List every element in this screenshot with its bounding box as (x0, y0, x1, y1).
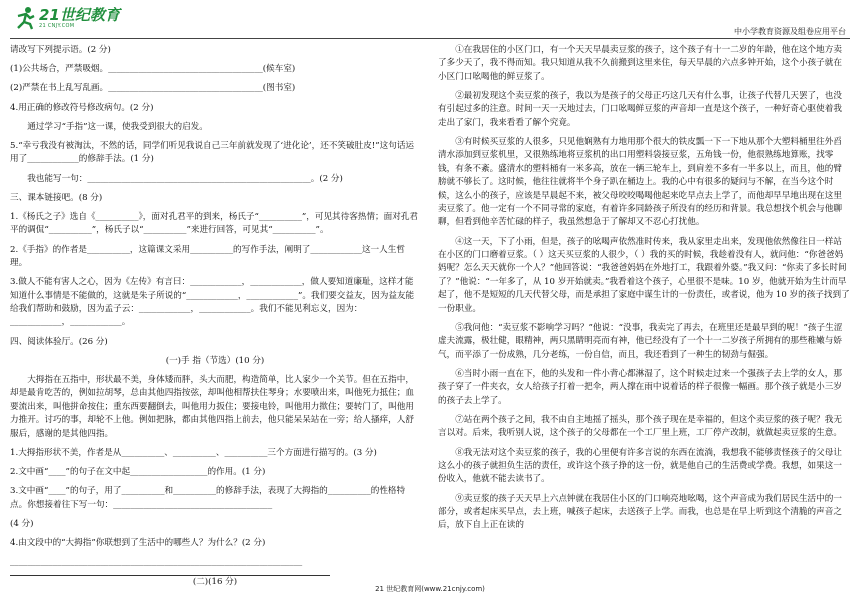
left-paragraph: 大拇指在五指中，形状最不美，身体矮而胖，头大而肥，构造简单，比人家少一个关节。但在五指中，却是最肯吃苦的，例如拉胡琴，总由其他四指按弦，却叫他相帮扶住琴身；水要喷出来，叫他死力抵住；血要流出来，叫他拼命按住；重东西要翻倒去，叫他用力扳住；要接电铃，叫他用力揿住；要转门了，叫他用力推开。讨巧的事，却轮不上他。例如把脉，都由其他四指上前去，他只能呆呆站在一旁；给人搔痒，人舒服后，感谢的是其他四指。 (10, 375, 414, 439)
left-paragraph: 1.大拇指形状不美，作者是从__________、__________、__________三个方面进行描写的。(3 分) (10, 447, 377, 458)
right-paragraph: ⑤我问他：“卖豆浆不影响学习吗？”他说：“没事，我卖完了再去，在班里还是最早到的呢！”孩子生涩虚夫流露，极壮健，眼精神，两只黑睛明亮而有神，他已经没有了一个十一二岁孩子所拥有的那些稚嫩与娇气，而平添了一份成熟，几分老练，一份自信，而且，我还看到了一种生的韧劲与倔强。 (438, 322, 843, 360)
logo-text: 21世纪教育 (39, 6, 120, 24)
left-paragraph: 通过学习“手指”这一课，使我受到很大的启发。 (27, 121, 208, 132)
left-paragraph: ____________________________________________________________________ (10, 557, 303, 568)
left-paragraph: 请改写下列提示语。(2 分) (10, 45, 111, 55)
right-paragraph: ⑥当时小雨一直在下，他的头发和一件小背心都淋湿了，这个时候走过来一个强孩子去上学的女人，那孩子穿了一件夹衣，女人给孩子打着一把伞，两人撑在雨中说着话的样子很像一幅画。那个孩子就是小三岁的孩子去上学了。 (438, 368, 842, 406)
left-paragraph: 4.由文段中的“大拇指”你联想到了生活中的哪些人？为什么？(2 分) (10, 538, 266, 549)
left-paragraph: (4 分) (10, 518, 34, 529)
right-paragraph: ①在我居住的小区门口，有一个天天早晨卖豆浆的孩子，这个孩子有十一二岁的年龄，他在这个地方卖了多少天了，我不得而知。我只知道从我不久前搬到这里来住，每天早晨的六点多钟开始，这个小孩子就在小区门口吆喝他的鲜豆浆了。 (438, 45, 842, 82)
left-paragraph: 4.用正确的修改符号修改病句。(2 分) (10, 102, 154, 113)
footer-divider (10, 575, 330, 576)
right-paragraph: ⑧我无法对这个卖豆浆的孩子，我的心里便有许多言说的东西在流淌，我想我不能够责怪孩子的父母让这么小的孩子就担负生活的责任，或许这个孩子挣的这一份，就是他自己的生活费或学费。我想，如果这一份收入，他就不能去读书了。 (438, 447, 842, 485)
logo-subtext: 21 CNJY.COM (39, 23, 75, 29)
left-paragraph: 我也能写一句：____________________________________________________。(2 分) (27, 173, 343, 184)
left-paragraph: 1.《杨氏之子》选自《__________》，面对孔君平的到来，杨氏子“__________”，可见其待客热情；面对孔君平的调侃“__________”，杨氏子以“__________”来进行回答，可见其“__________”。 (10, 212, 419, 236)
left-paragraph: (1)公共场合，严禁吸烟。____________________________________(候车室) (10, 64, 296, 75)
left-paragraph: 5.“幸亏我没有被淘汰，不然的话，同学们听见我说自己三年前就发现了‘进化论’，还不笑破肚皮!”这句话运用了____________的修辞手法。(1 分) (10, 141, 415, 165)
platform-name: 中小学教育资源及组卷应用平台 (734, 27, 846, 36)
right-paragraph: ④这一天，下了小雨，但是，孩子的吆喝声依然准时传来，我从家里走出来，发现他依然像往日一样站在小区的门口磨着豆浆。（ ）这天买豆浆的人很少，（ ）我的买的时候，我趁着没有人，就问他：“你爸爸妈妈呢？怎么天天就你一个人？”他回答说：“我爸爸妈妈在外地打工，我跟着外婆。”我又问：“你卖了多长时间了？”他说：“一年多了，从 10 岁开始就卖。”我看着这个孩子，心里很不是味。10 岁，他就开始为生计而早起了，他不是短短的几天代替父母，而是承担了家庭中谋生计的一份责任，或者说，他为 10 岁的孩子找到了一份职业。 (438, 236, 850, 314)
right-paragraph: ②最初发现这个卖豆浆的孩子，我以为是孩子的父母正巧这几天有什么事，让孩子代替几天罢了，也没有引起过多的注意。时间一天一天地过去，门口吆喝鲜豆浆的声音却一直是这个孩子，一种好奇心驱使着我走出了家门，我来看看了解个究竟。 (438, 91, 842, 128)
left-paragraph: (2)严禁在书上乱写乱画。____________________________________(图书室) (10, 83, 296, 94)
left-paragraph: 3.做人不能有害人之心，因为《左传》有言曰：____________，____________，做人要知道廉耻，这样才能知道什么事情是不能做的，这就是朱子所说的“____________，____________”。我们要交益友，因为益友能给我们帮助和鼓励，因为孟子云：____________，____________。我们不能见利忘义，因为：____________，____________。 (10, 277, 415, 328)
left-paragraph: 2.《手指》的作者是__________，这篇课文采用__________的写作手法，阐明了____________这一人生哲理。 (10, 244, 405, 269)
left-paragraph: 2.文中画“____”的句子在文中起__________________的作用。(1 分) (10, 467, 266, 478)
page-footer: 21 世纪教育网(www.21cnjy.com) (375, 585, 485, 593)
site-logo (14, 6, 120, 30)
runner-logo-icon (14, 6, 36, 30)
left-paragraph: (一)手 指（节选）(10 分) (165, 355, 265, 366)
right-column (438, 44, 850, 539)
left-paragraph: (二)(16 分) (192, 576, 238, 587)
page-header (0, 0, 860, 42)
right-paragraph: ③有时候买豆浆的人很多，只见他娴熟有力地用那个很大的铁皮瓢一下一下地从那个大塑料桶里往外舀清水添加到豆浆机里，又很熟练地将豆浆机的出口用塑料袋接豆浆，五角钱一份，他很熟练地算账，找零钱，有条不紊。盛清水的塑料桶有一米多高，放在一辆三轮车上，到肩差不多有一半多以上，而且，他的臂膀就不够长了。这时候，他往往就将半个身子趴在桶边上。我的心中有很多的疑问与不解，在当今这个时候，这么小的孩子，应该是早晨起不来，被父母咬咬喝喝他起来吃早点去上学了，而他却早早地出现在这里卖豆浆了。他一定有一个不同寻常的家庭，有着许多同龄孩子所没有的经历和背景。我总想找个机会与他聊聊，但看到他辛苦忙碌的样子，我虽然想急于了解却又不忍心打扰他。 (438, 137, 842, 228)
header-divider (10, 38, 850, 39)
left-paragraph: 三、课本链接吧。(8 分) (10, 192, 103, 203)
right-paragraph: ⑦站在两个孩子之间，我不由自主地摇了摇头，那个孩子现在是幸福的，但这个卖豆浆的孩子呢？我无言以对。后来，我听别人说，这个孩子的父母都在一个工厂里上班，工厂停产改制，就做起卖豆浆的生意。 (438, 414, 842, 439)
left-paragraph: 四、阅读体验厅。(26 分) (10, 336, 108, 347)
right-paragraph: ⑨卖豆浆的孩子天天早上六点钟就在我居住小区的门口响亮地吆喝，这个声音成为我们居民生活中的一部分，或者起床买早点，去上班，喊孩子起床，去送孩子上学。而我，也总是在早上听到这个清脆的声音之后，放下自上正在读的 (438, 493, 842, 531)
left-column (10, 44, 420, 595)
left-paragraph: 3.文中画“____”的句子，用了__________和__________的修辞手法，表现了大拇指的__________的性格特点。你想接着往下写一句：_____________________________________ (10, 486, 406, 510)
